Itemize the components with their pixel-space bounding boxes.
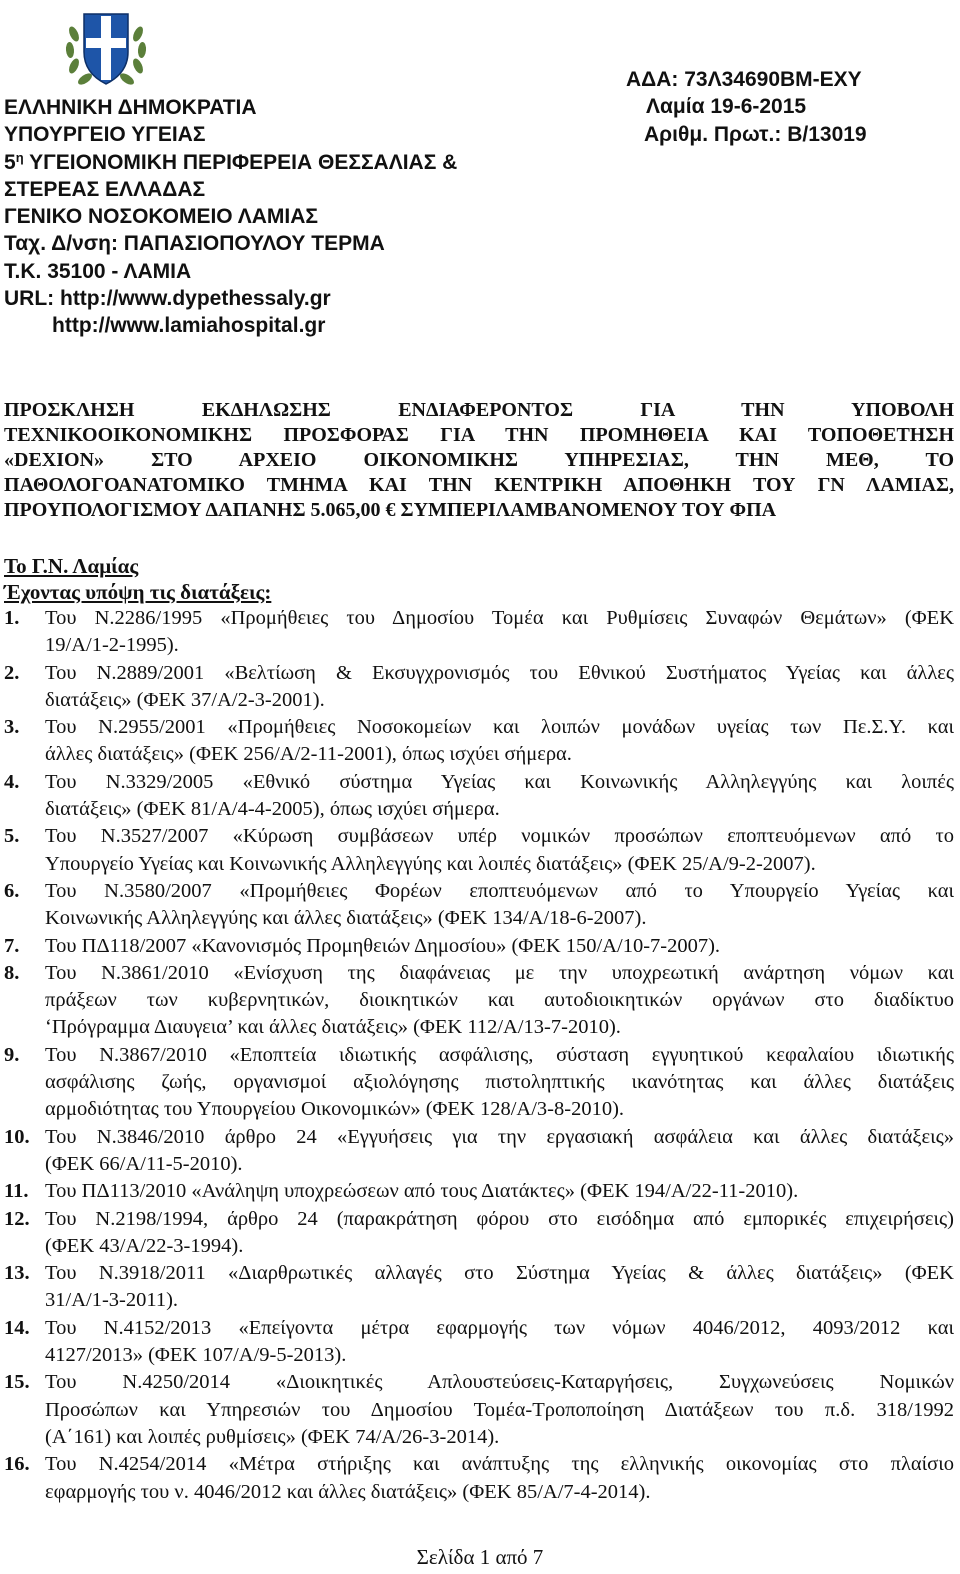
list-item-text	[45, 1042, 954, 1124]
list-item-text	[45, 933, 954, 960]
list-item-number: 16.	[4, 1453, 30, 1476]
list-item-line: Του Ν.3861/2010 «Ενίσχυση της διαφάνειας με την υποχρεωτική ανάρτηση νόμων και	[45, 961, 954, 984]
list-item-text	[45, 605, 954, 660]
list-item	[4, 878, 954, 933]
list-item-line: Του Ν.4250/2014 «Διοικητικές Απλουστεύσεις-Καταργήσεις, Συγχωνεύσεις Νομικών	[45, 1371, 954, 1394]
list-item-number: 6.	[4, 879, 20, 902]
page-number: Σελίδα 1 από 7	[416, 1545, 544, 1569]
list-item-text	[45, 1451, 954, 1506]
issuer-line: ΓΕΝΙΚΟ ΝΟΣΟΚΟΜΕΙΟ ΛΑΜΙΑΣ	[4, 205, 318, 229]
list-item-line: Του Ν.3918/2011 «Διαρθρωτικές αλλαγές στο Σύστημα Υγείας & άλλες διατάξεις» (ΦΕΚ	[45, 1262, 954, 1285]
list-item	[4, 1315, 954, 1370]
list-item	[4, 1124, 954, 1179]
list-item-number: 9.	[4, 1043, 20, 1066]
list-item-number: 13.	[4, 1262, 30, 1285]
issuer-line: URL: http://www.dypethessaly.gr	[4, 287, 331, 311]
list-item-text	[45, 823, 954, 878]
issuer-line: ΥΠΟΥΡΓΕΙΟ ΥΓΕΙΑΣ	[4, 123, 206, 147]
ada-code: ΑΔΑ: 73Λ34690ΒΜ-ΕΧΥ	[626, 68, 862, 91]
list-item	[4, 1042, 954, 1124]
subject-line: ΠΡΟΥΠΟΛΟΓΙΣΜΟΥ ΔΑΠΑΝΗΣ 5.065,00 € ΣΥΜΠΕΡΙΛΑΜΒΑΝΟΜΕΝΟΥ ΤΟΥ ΦΠΑ	[4, 499, 777, 521]
list-item-line: ‘Πρόγραμμα Διαυγεια’ και άλλες διατάξεις» (ΦΕΚ 112/Α/13-7-2010).	[45, 1016, 621, 1039]
list-item-line: 31/Α/1-3-2011).	[45, 1289, 179, 1312]
list-item-line: εφαρμογής του ν. 4046/2012 και άλλες διατάξεις» (ΦΕΚ 85/Α/7-4-2014).	[45, 1480, 651, 1503]
organization-name: Το Γ.Ν. Λαμίας	[4, 554, 139, 578]
list-item-text	[45, 769, 954, 824]
list-item	[4, 605, 954, 660]
list-item-line: Του Ν.3329/2005 «Εθνικό σύστημα Υγείας και Κοινωνικής Αλληλεγγύης και λοιπές	[45, 770, 954, 793]
list-item	[4, 823, 954, 878]
list-item-number: 8.	[4, 961, 20, 984]
list-item-line: αρμοδιότητας του Υπουργείου Οικονομικών» (ΦΕΚ 128/Α/3-8-2010).	[45, 1098, 625, 1121]
list-item	[4, 933, 954, 960]
list-item	[4, 1206, 954, 1261]
list-item-number: 12.	[4, 1207, 30, 1230]
issuer-line	[4, 149, 474, 176]
list-item-text	[45, 1369, 954, 1451]
issuer-line: Ταχ. Δ/νση: ΠΑΠΑΣΙΟΠΟΥΛΟΥ ΤΕΡΜΑ	[4, 232, 385, 256]
list-item-line: Του Ν.3846/2010 άρθρο 24 «Εγγυήσεις για την εργασιακή ασφάλεια και άλλες διατάξεις»	[45, 1125, 954, 1148]
list-item-line: (ΦΕΚ 66/Α/11-5-2010).	[45, 1152, 243, 1175]
list-item-line: 19/Α/1-2-1995).	[45, 634, 179, 657]
subject-line: ΠΡΟΣΚΛΗΣΗ ΕΚΔΗΛΩΣΗΣ ΕΝΔΙΑΦΕΡΟΝΤΟΣ ΓΙΑ ΤΗΝ ΥΠΟΒΟΛΗ	[4, 399, 954, 421]
issuer-line: ΕΛΛΗΝΙΚΗ ΔΗΜΟΚΡΑΤΙΑ	[4, 96, 257, 119]
list-item-line: ασφάλισης ζωής, οργανισμοί αξιολόγησης πιστοληπτικής ικανότητας και άλλες διατάξεις	[45, 1071, 954, 1094]
list-item-number: 10.	[4, 1125, 30, 1148]
list-item-text	[45, 714, 954, 769]
subject-line: ΤΕΧΝΙΚΟΟΙΚΟΝΟΜΙΚΗΣ ΠΡΟΣΦΟΡΑΣ ΓΙΑ ΤΗΝ ΠΡΟΜΗΘΕΙΑ ΚΑΙ ΤΟΠΟΘΕΤΗΣΗ	[4, 424, 954, 446]
subject-title	[4, 398, 954, 523]
place-date: Λαμία 19-6-2015	[646, 95, 807, 119]
subject-line: «DEXION» ΣΤΟ ΑΡΧΕΙΟ ΟΙΚΟΝΟΜΙΚΗΣ ΥΠΗΡΕΣΙΑΣ, ΤΗΝ ΜΕΘ, ΤΟ	[4, 449, 954, 471]
reference-block	[616, 66, 867, 148]
list-item-number: 4.	[4, 770, 20, 793]
list-item-line: Του ΠΔ118/2007 «Κανονισμός Προμηθειών Δημοσίου» (ΦΕΚ 150/Α/10-7-2007).	[45, 934, 721, 957]
list-item-line: Του Ν.2286/1995 «Προμήθειες του Δημοσίου Τομέα και Ρυθμίσεις Συναφών Θεμάτων» (ΦΕΚ	[45, 607, 954, 629]
list-item-line: Του Ν.3580/2007 «Προμήθειες Φορέων εποπτευόμενων από το Υπουργείο Υγείας και	[45, 879, 954, 902]
preamble-heading	[4, 553, 271, 605]
list-item-text	[45, 660, 954, 715]
list-item-line: Του Ν.3527/2007 «Κύρωση συμβάσεων υπέρ νομικών προσώπων εποπτευόμενων από το	[45, 825, 954, 848]
region-superscript: η	[15, 149, 24, 165]
list-item-number: 3.	[4, 716, 20, 739]
issuer-line: Τ.Κ. 35100 - ΛΑΜΙΑ	[4, 259, 192, 283]
list-item-number: 15.	[4, 1371, 30, 1394]
list-item-line: Του Ν.3867/2010 «Εποπτεία ιδιωτικής ασφάλισης, σύσταση εγγυητικού κεφαλαίου ιδιωτικής	[45, 1043, 954, 1066]
list-item-number: 5.	[4, 825, 20, 848]
list-item-line: Του Ν.4152/2013 «Επείγοντα μέτρα εφαρμογής των νόμων 4046/2012, 4093/2012 και	[45, 1316, 954, 1339]
list-item-text	[45, 1124, 954, 1179]
list-item	[4, 1178, 954, 1205]
region-number: 5	[4, 150, 16, 174]
list-item	[4, 960, 954, 1042]
list-item-text	[45, 878, 954, 933]
list-item-number: 7.	[4, 934, 20, 957]
list-item-number: 14.	[4, 1316, 30, 1339]
list-item-line: Του Ν.2955/2001 «Προμήθειες Νοσοκομείων και λοιπών μονάδων υγείας των Πε.Σ.Υ. και	[45, 716, 954, 739]
list-item-line: πράξεων των κυβερνητικών, διοικητικών και αυτοδιοικητικών οργάνων στο διαδίκτυο	[45, 989, 954, 1012]
list-item	[4, 714, 954, 769]
subject-line: ΠΑΘΟΛΟΓΟΑΝΑΤΟΜΙΚΟ ΤΜΗΜΑ ΚΑΙ ΤΗΝ ΚΕΝΤΡΙΚΗ ΑΠΟΘΗΚΗ ΤΟΥ ΓΝ ΛΑΜΙΑΣ,	[4, 474, 954, 496]
list-item-line: (Α΄161) και λοιπές ρυθμίσεις» (ΦΕΚ 74/Α/26-3-2014).	[45, 1425, 500, 1448]
issuer-block	[4, 94, 474, 340]
list-item	[4, 1451, 954, 1506]
list-item-line: (ΦΕΚ 43/Α/22-3-1994).	[45, 1234, 244, 1257]
list-item-text	[45, 1315, 954, 1370]
list-item-line: 4127/2013» (ΦΕΚ 107/Α/9-5-2013).	[45, 1344, 347, 1367]
list-item-text	[45, 1178, 954, 1205]
list-item-line: Κοινωνικής Αλληλεγγύης και άλλες διατάξεις» (ΦΕΚ 134/Α/18-6-2007).	[45, 907, 647, 930]
list-item-number: 2.	[4, 661, 20, 684]
list-item	[4, 1369, 954, 1451]
list-item-line: Του Ν.2889/2001 «Βελτίωση & Εκσυγχρονισμός του Εθνικού Συστήματος Υγείας και άλλες	[45, 661, 954, 684]
legal-provisions-list	[4, 605, 954, 1506]
list-item	[4, 660, 954, 715]
list-item	[4, 769, 954, 824]
region-name: ΥΓΕΙΟΝΟΜΙΚΗ ΠΕΡΙΦΕΡΕΙΑ ΘΕΣΣΑΛΙΑΣ &	[23, 150, 458, 174]
greek-emblem-icon	[60, 4, 152, 92]
list-item-text	[45, 1260, 954, 1315]
list-item	[4, 1260, 954, 1315]
protocol-number: Αριθμ. Πρωτ.: Β/13019	[644, 122, 867, 146]
list-item-number: 11.	[4, 1180, 29, 1203]
list-item-line: διατάξεις» (ΦΕΚ 37/Α/2-3-2001).	[45, 688, 325, 711]
list-item-line: Προσώπων και Υπηρεσιών του Δημοσίου Τομέα-Τροποποίηση Διατάξεων του π.δ. 318/1992	[45, 1398, 954, 1421]
list-item-number: 1.	[4, 607, 20, 629]
list-item-line: άλλες διατάξεις» (ΦΕΚ 256/Α/2-11-2001), όπως ισχύει σήμερα.	[45, 743, 572, 766]
list-item-line: Του Ν.4254/2014 «Μέτρα στήριξης και ανάπτυξης της ελληνικής οικονομίας στο πλαίσιο	[45, 1453, 954, 1476]
list-item-text	[45, 960, 954, 1042]
list-item-line: Υπουργείο Υγείας και Κοινωνικής Αλληλεγγύης και λοιπές διατάξεις» (ΦΕΚ 25/Α/9-2-2007).	[45, 852, 816, 875]
hospital-url: http://www.lamiahospital.gr	[52, 314, 326, 338]
list-item-line: Του ΠΔ113/2010 «Ανάληψη υποχρεώσεων από τους Διατάκτες» (ΦΕΚ 194/Α/22-11-2010).	[45, 1180, 799, 1203]
list-item-text	[45, 1206, 954, 1261]
list-item-line: Του Ν.2198/1994, άρθρο 24 (παρακράτηση φόρου στο εισόδημα από εμπορικές επιχειρήσεις)	[45, 1207, 954, 1230]
issuer-line: ΣΤΕΡΕΑΣ ΕΛΛΑΔΑΣ	[4, 177, 206, 201]
having-regard-heading: Έχοντας υπόψη τις διατάξεις:	[4, 580, 272, 604]
list-item-line: διατάξεις» (ΦΕΚ 81/Α/4-4-2005), όπως ισχύει σήμερα.	[45, 798, 500, 821]
